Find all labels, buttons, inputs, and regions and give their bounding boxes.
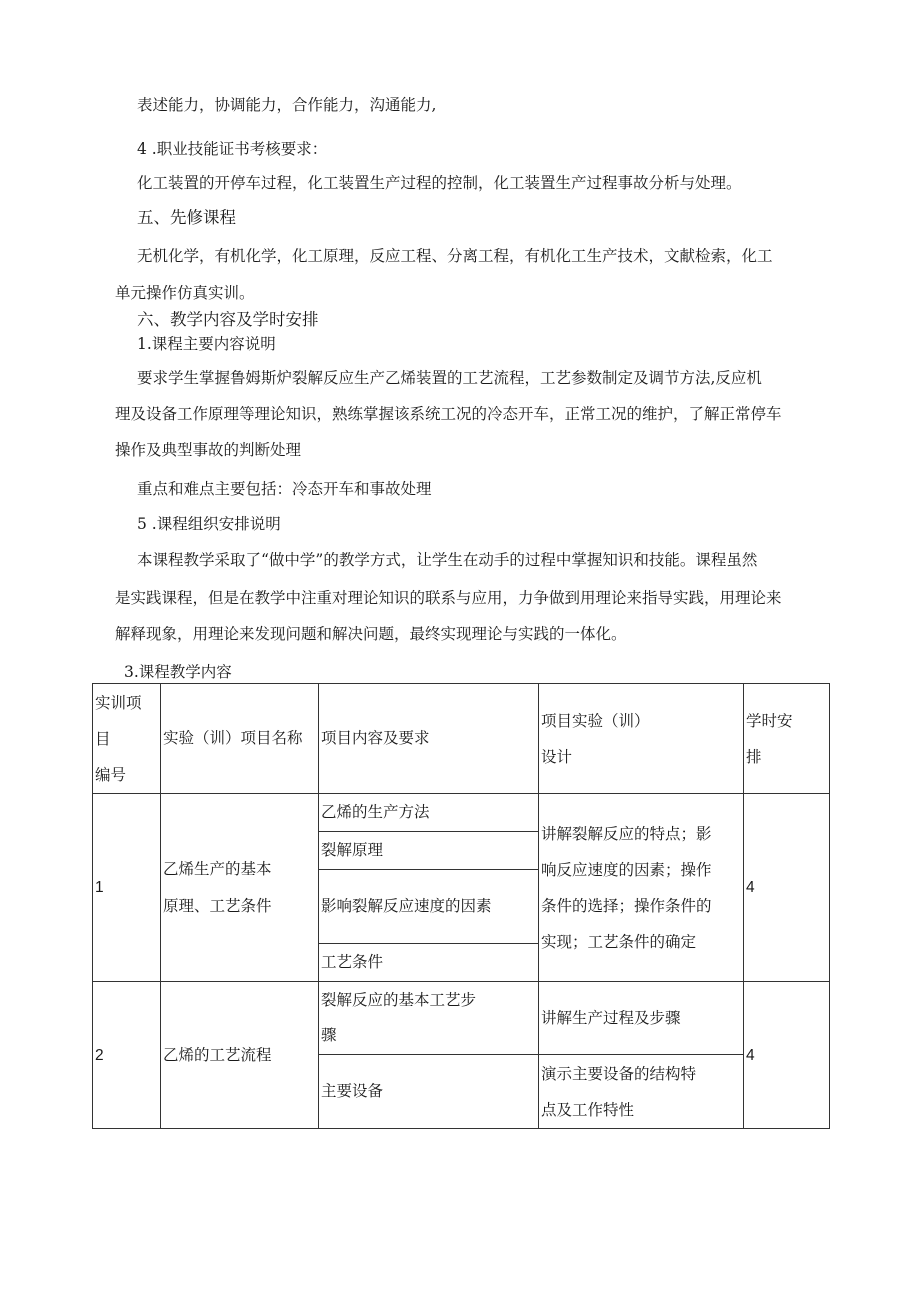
table-header-row xyxy=(93,684,830,794)
row2-design-demo-equipment: 演示主要设备的结构特 点及工作特性 xyxy=(539,1055,744,1129)
row1-name: 乙烯生产的基本 原理、工艺条件 xyxy=(161,794,319,982)
header-experiment-design: 项目实验（训） 设计 xyxy=(539,684,744,794)
row1-id: 1 xyxy=(93,794,161,982)
row1-hours: 4 xyxy=(744,794,830,982)
paragraph-prerequisites-line2: 单元操作仿真实训。 xyxy=(115,284,255,302)
paragraph-organization-line1: 本课程教学采取了“做中学”的教学方式，让学生在动手的过程中掌握知识和技能。课程虽然 xyxy=(137,551,758,569)
paragraph-prerequisites-line1: 无机化学，有机化学，化工原理，反应工程、分离工程，有机化工生产技术，文献检索，化工 xyxy=(137,247,773,265)
row1-content-process-conditions: 工艺条件 xyxy=(319,944,539,982)
heading-prerequisites: 五、先修课程 xyxy=(137,208,236,227)
course-content-table xyxy=(92,683,830,1129)
paragraph-communication-skills: 表述能力，协调能力，合作能力，沟通能力, xyxy=(137,96,437,114)
paragraph-main-content-line2: 理及设备工作原理等理论知识，熟练掌握该系统工况的冷态开车，正常工况的维护，了解正常停车 xyxy=(115,405,782,423)
table-row xyxy=(93,794,830,832)
row1-content-cracking-principle: 裂解原理 xyxy=(319,832,539,870)
row2-name: 乙烯的工艺流程 xyxy=(161,982,319,1129)
heading-main-content: 1.课程主要内容说明 xyxy=(137,335,276,353)
header-project-number: 实训项 目 编号 xyxy=(93,684,161,794)
paragraph-key-points: 重点和难点主要包括：冷态开车和事故处理 xyxy=(137,480,432,498)
paragraph-main-content-line3: 操作及典型事故的判断处理 xyxy=(115,441,302,459)
paragraph-organization-line2: 是实践课程，但是在教学中注重对理论知识的联系与应用，力争做到用理论来指导实践，用理论来 xyxy=(115,589,782,607)
table-row xyxy=(93,982,830,1055)
paragraph-main-content-line1: 要求学生掌握鲁姆斯炉裂解反应生产乙烯装置的工艺流程，工艺参数制定及调节方法,反应机 xyxy=(137,369,762,387)
header-hours: 学时安 排 xyxy=(744,684,830,794)
row2-content-process-steps: 裂解反应的基本工艺步 骤 xyxy=(319,982,539,1055)
heading-organization: 5 .课程组织安排说明 xyxy=(137,515,281,533)
row1-design: 讲解裂解反应的特点；影 响反应速度的因素；操作 条件的选择；操作条件的 实现；工艺条件的确定 xyxy=(539,794,744,982)
row2-design-explain-steps: 讲解生产过程及步骤 xyxy=(539,982,744,1055)
header-content-requirements: 项目内容及要求 xyxy=(319,684,539,794)
row2-id: 2 xyxy=(93,982,161,1129)
heading-teaching-content: 六、教学内容及学时安排 xyxy=(137,310,319,329)
heading-course-content: 3.课程教学内容 xyxy=(124,663,232,681)
row2-hours: 4 xyxy=(744,982,830,1129)
header-project-name: 实验（训）项目名称 xyxy=(161,684,319,794)
paragraph-certificate-content: 化工装置的开停车过程，化工装置生产过程的控制，化工装置生产过程事故分析与处理。 xyxy=(137,174,742,192)
row2-content-main-equipment: 主要设备 xyxy=(319,1055,539,1129)
heading-certificate-requirements: 4 .职业技能证书考核要求： xyxy=(137,140,328,158)
row1-content-production-method: 乙烯的生产方法 xyxy=(319,794,539,832)
paragraph-organization-line3: 解释现象，用理论来发现问题和解决问题，最终实现理论与实践的一体化。 xyxy=(115,625,627,643)
row1-content-rate-factors: 影响裂解反应速度的因素 xyxy=(319,870,539,944)
